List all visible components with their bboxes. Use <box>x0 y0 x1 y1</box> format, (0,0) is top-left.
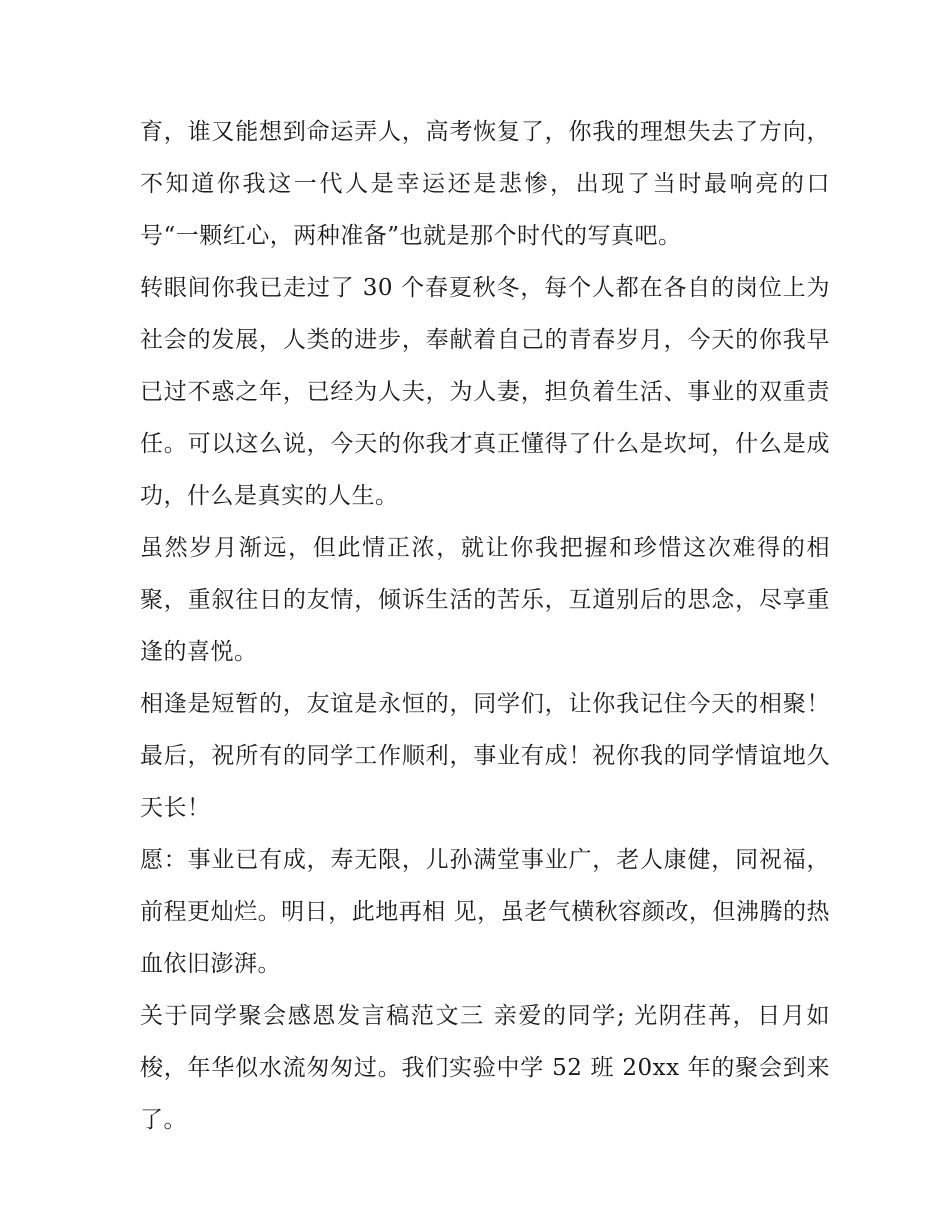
paragraph-5: 愿：事业已有成，寿无限，儿孙满堂事业广，老人康健，同祝福，前程更灿烂。明日，此地再相 见，虽老气横秋容颜改，但沸腾的热血依旧澎湃。 <box>140 847 830 977</box>
document-body <box>140 106 830 1146</box>
paragraph-4: 相逢是短暂的，友谊是永恒的，同学们，让你我记住今天的相聚！ 最后，祝所有的同学工作顺利，事业有成！祝你我的同学情谊地久天长！ <box>140 691 830 821</box>
paragraph-6: 关于同学聚会感恩发言稿范文三 亲爱的同学; 光阴荏苒，日月如梭，年华似水流匆匆过。我们实验中学 52 班 20xx 年的聚会到来了。 <box>140 1003 830 1133</box>
paragraph-3: 虽然岁月渐远，但此情正浓，就让你我把握和珍惜这次难得的相聚，重叙往日的友情，倾诉生活的苦乐，互道别后的思念，尽享重逢的喜悦。 <box>140 535 830 665</box>
paragraph-2: 转眼间你我已走过了 30 个春夏秋冬，每个人都在各自的岗位上为社会的发展，人类的进步，奉献着自己的青春岁月，今天的你我早已过不惑之年，已经为人夫，为人妻，担负着生活、事业的双重责任。可以这么说，今天的你我才真正懂得了什么是坎坷，什么是成功，什么是真实的人生。 <box>140 275 830 509</box>
paragraph-1: 育，谁又能想到命运弄人，高考恢复了，你我的理想失去了方向，不知道你我这一代人是幸运还是悲惨，出现了当时最响亮的口号“一颗红心，两种准备”也就是那个时代的写真吧。 <box>140 119 830 249</box>
